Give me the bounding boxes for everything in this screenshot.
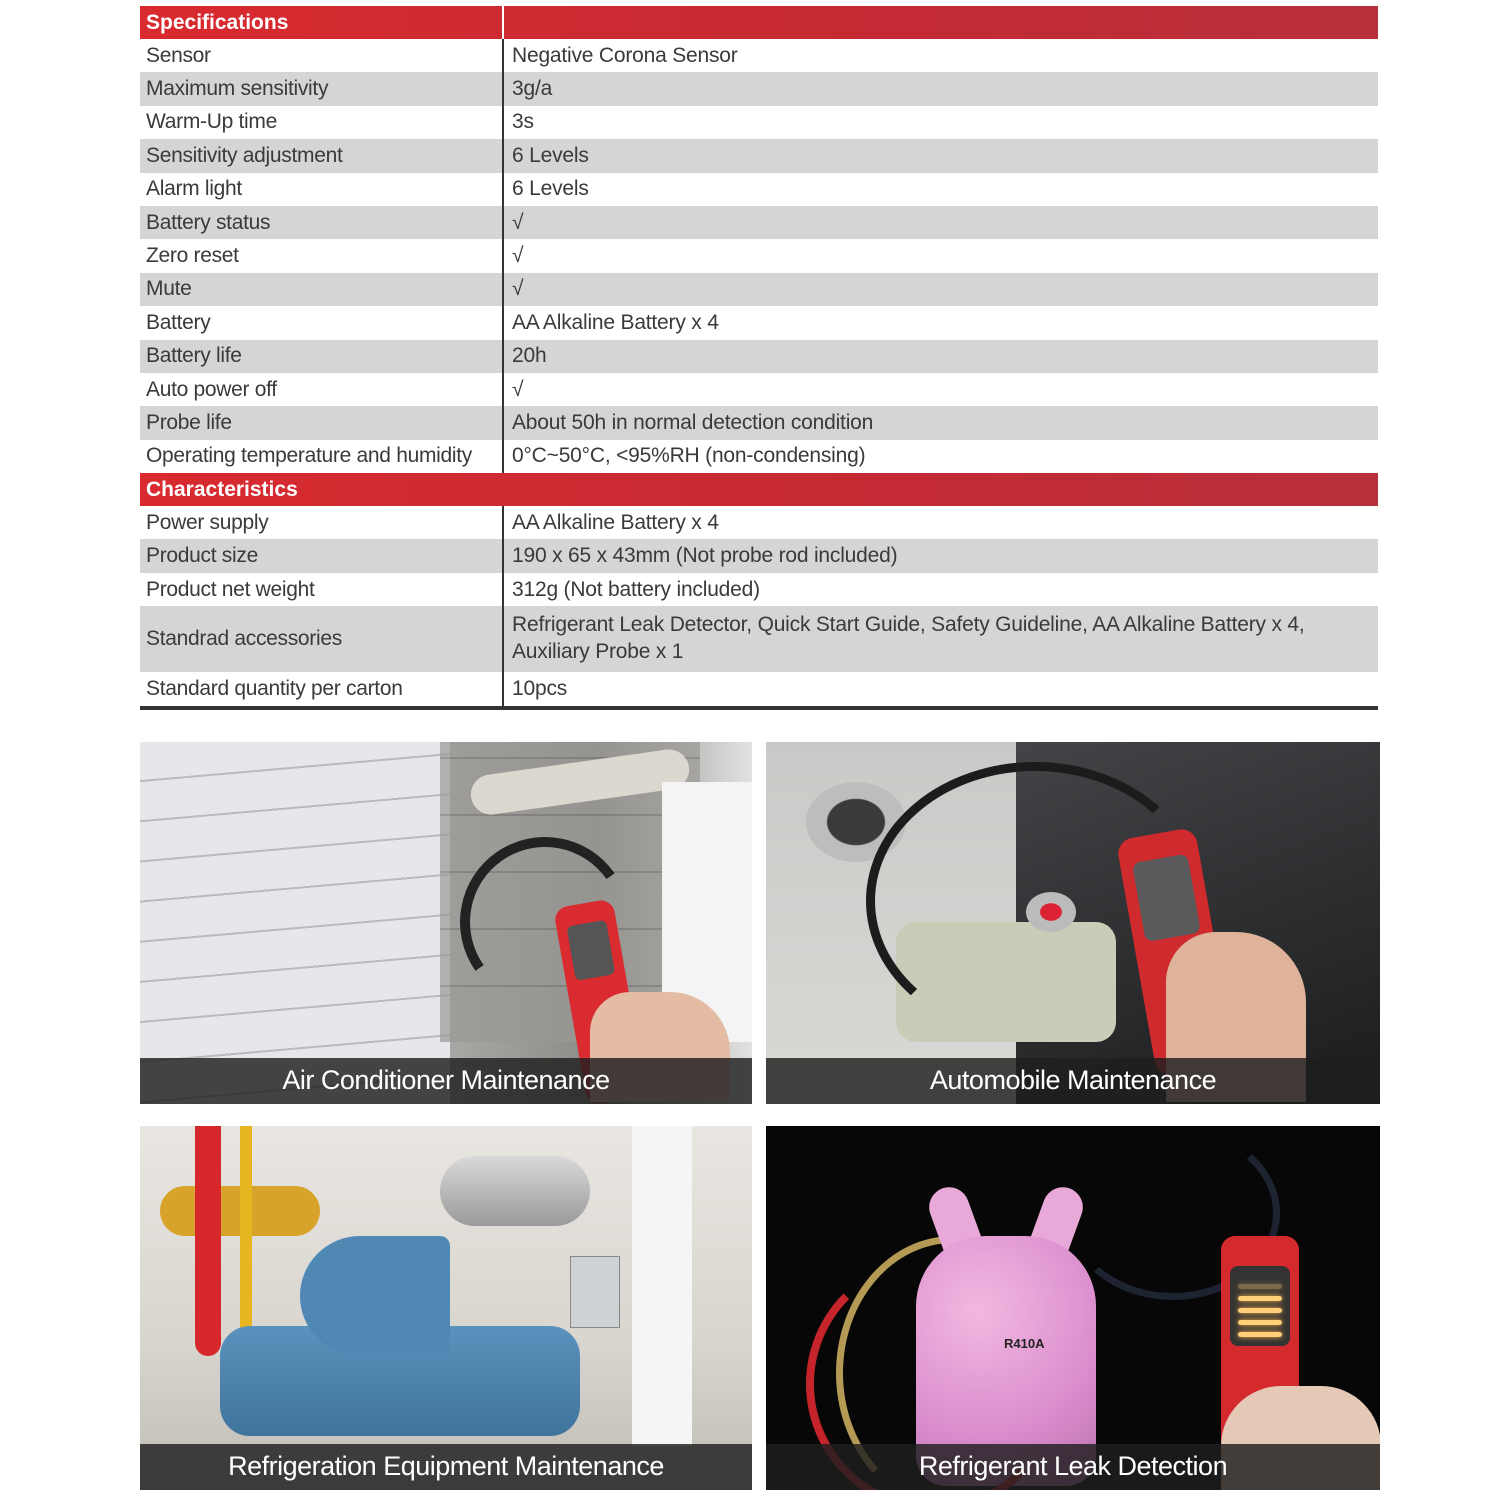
row-value: √ (502, 239, 1378, 272)
table-row (140, 273, 1378, 306)
table-row (140, 173, 1378, 206)
row-label: Probe life (146, 410, 232, 434)
table-row (140, 506, 1378, 539)
row-value: 190 x 65 x 43mm (Not probe rod included) (502, 539, 1378, 572)
row-value: 6 Levels (502, 173, 1378, 206)
row-value: √ (502, 273, 1378, 306)
photo-air-conditioner (140, 742, 752, 1104)
row-label: Warm-Up time (146, 110, 277, 134)
table-row (140, 39, 1378, 72)
photo-caption: Refrigerant Leak Detection (766, 1444, 1380, 1490)
photo-caption: Automobile Maintenance (766, 1058, 1380, 1104)
row-value: 20h (502, 340, 1378, 373)
row-label: Alarm light (146, 177, 242, 201)
row-value: √ (502, 206, 1378, 239)
table-row (140, 106, 1378, 139)
photo-refrigeration-equipment (140, 1126, 752, 1490)
table-bottom-rule (140, 706, 1378, 710)
row-value: 0°C~50°C, <95%RH (non-condensing) (502, 440, 1378, 473)
motor-image (300, 1236, 450, 1356)
table-row (140, 606, 1378, 672)
row-value: AA Alkaline Battery x 4 (502, 306, 1378, 339)
table-row (140, 539, 1378, 572)
ac-unit-image (140, 742, 450, 1104)
row-value: 3s (502, 106, 1378, 139)
red-pipe-image (195, 1126, 221, 1356)
row-label: Battery life (146, 344, 242, 368)
photo-automobile (766, 742, 1380, 1104)
table-row (140, 139, 1378, 172)
cylinder-label: R410A (1004, 1336, 1045, 1351)
row-label: Standrad accessories (146, 627, 342, 651)
table-row (140, 306, 1378, 339)
row-value: Refrigerant Leak Detector, Quick Start Guide, Safety Guideline, AA Alkaline Battery x 4, Auxiliary Probe x 1 (502, 606, 1378, 672)
row-label: Sensitivity adjustment (146, 143, 343, 167)
row-label: Maximum sensitivity (146, 77, 329, 101)
table-row (140, 206, 1378, 239)
row-value: 10pcs (502, 672, 1378, 705)
row-label: Sensor (146, 43, 211, 67)
photo-caption: Air Conditioner Maintenance (140, 1058, 752, 1104)
section-title: Specifications (146, 10, 289, 34)
row-label: Product size (146, 544, 258, 568)
row-value: 312g (Not battery included) (502, 573, 1378, 606)
table-row (140, 340, 1378, 373)
table-row (140, 406, 1378, 439)
row-value: 6 Levels (502, 139, 1378, 172)
row-label: Product net weight (146, 577, 315, 601)
characteristics-header (140, 473, 1378, 506)
row-value: 3g/a (502, 72, 1378, 105)
table-row (140, 239, 1378, 272)
table-row (140, 440, 1378, 473)
table-row (140, 573, 1378, 606)
table-row (140, 72, 1378, 105)
photo-caption: Refrigeration Equipment Maintenance (140, 1444, 752, 1490)
row-value: √ (502, 373, 1378, 406)
row-label: Power supply (146, 510, 269, 534)
row-value: About 50h in normal detection condition (502, 406, 1378, 439)
row-label: Mute (146, 277, 192, 301)
row-label: Battery status (146, 210, 271, 234)
row-label: Zero reset (146, 244, 239, 268)
section-title: Characteristics (146, 477, 298, 501)
control-panel-image (570, 1256, 620, 1328)
row-label: Auto power off (146, 377, 277, 401)
photo-refrigerant-leak (766, 1126, 1380, 1490)
spec-table (140, 6, 1378, 710)
specifications-header (140, 6, 1378, 39)
table-row (140, 373, 1378, 406)
row-label: Battery (146, 310, 211, 334)
row-label: Operating temperature and humidity (146, 444, 472, 468)
table-row (140, 672, 1378, 705)
row-value: AA Alkaline Battery x 4 (502, 506, 1378, 539)
row-label: Standard quantity per carton (146, 676, 403, 700)
row-value: Negative Corona Sensor (502, 39, 1378, 72)
